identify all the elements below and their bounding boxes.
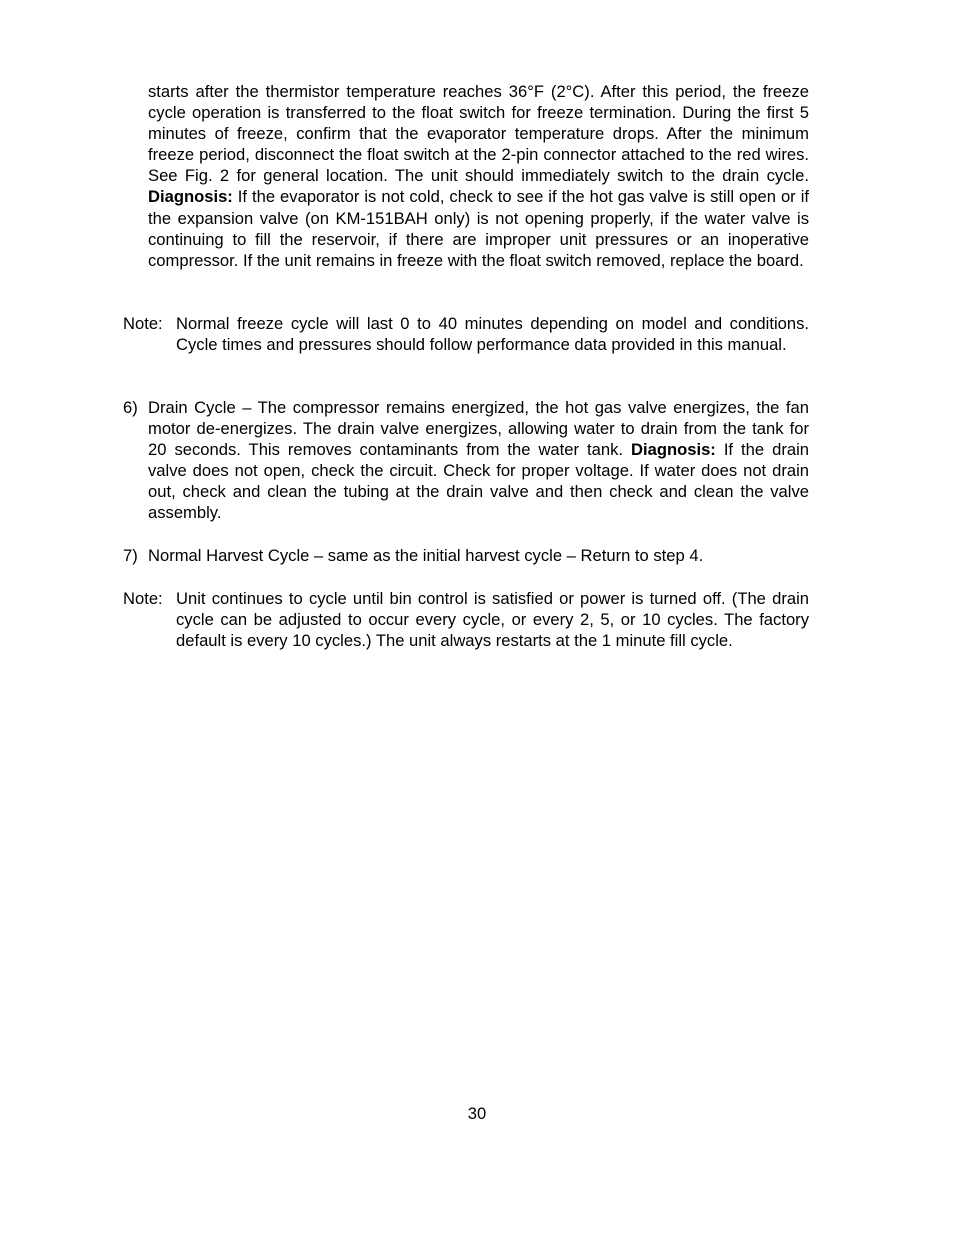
note-label: Note: bbox=[123, 589, 163, 608]
step5-continuation-paragraph bbox=[148, 81, 809, 271]
step6-text-b: If the drain valve does not open, check the circuit. Check for proper voltage. If water does not drain out, check and clean the tubing at the drain valve and then check and clean the valve assembly. bbox=[148, 440, 809, 523]
note-label: Note: bbox=[123, 314, 163, 333]
page-number: 30 bbox=[467, 1104, 487, 1123]
step-number: 6) bbox=[123, 398, 138, 417]
continuation-text-a: starts after the thermistor temperature reaches 36°F (2°C). After this period, the freeze cycle operation is transferred to the float switch for freeze termination. During the first 5 minutes of freeze, confirm that the evaporator temperature drops. After the minimum freeze period, disconnect the float switch at the 2-pin connector attached to the red wires. See Fig. 2 for general location. The unit should immediately switch to the drain cycle. bbox=[148, 82, 809, 186]
continuation-text-b: If the evaporator is not cold, check to see if the hot gas valve is still open or if the expansion valve (on KM-151BAH only) is not opening properly, if the water valve is continuing to fill the reservoir, if there are improper unit pressures or an inoperative compressor. If the unit remains in freeze with the float switch removed, replace the board. bbox=[148, 187, 809, 270]
step-7-normal-harvest bbox=[123, 545, 809, 566]
diagnosis-label: Diagnosis: bbox=[631, 440, 716, 460]
note-text: Normal freeze cycle will last 0 to 40 minutes depending on model and conditions. Cycle times and pressures should follow performance data provided in this manual. bbox=[176, 314, 809, 355]
diagnosis-label: Diagnosis: bbox=[148, 187, 233, 207]
step6-text-a: Drain Cycle – The compressor remains energized, the hot gas valve energizes, the fan motor de-energizes. The drain valve energizes, allowing water to drain from the tank for 20 seconds. This removes contaminants from the water tank. bbox=[148, 398, 809, 460]
note-cycling bbox=[123, 588, 809, 651]
note-text: Unit continues to cycle until bin control is satisfied or power is turned off. (The drain cycle can be adjusted to occur every cycle, or every 2, 5, or 10 cycles. The factory default is every 10 cycles.) The unit always restarts at the 1 minute fill cycle. bbox=[176, 589, 809, 651]
step-6-drain-cycle bbox=[123, 397, 809, 524]
step-text: Normal Harvest Cycle – same as the initial harvest cycle – Return to step 4. bbox=[148, 546, 704, 565]
step-number: 7) bbox=[123, 546, 138, 565]
note-freeze-cycle bbox=[123, 313, 809, 355]
step-text bbox=[148, 397, 809, 524]
